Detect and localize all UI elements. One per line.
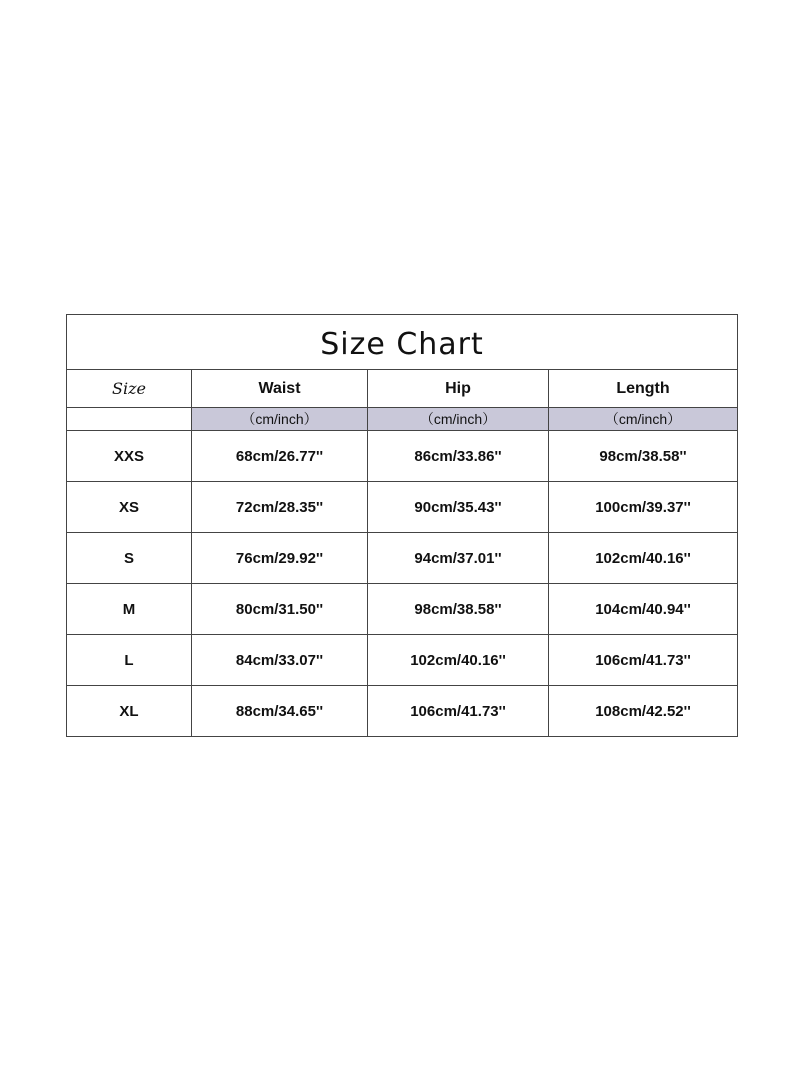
cell-size: S xyxy=(67,533,192,584)
header-size: Size xyxy=(67,370,192,408)
cell-length: 102cm/40.16'' xyxy=(549,533,738,584)
unit-waist: （cm/inch） xyxy=(192,408,368,431)
cell-waist: 80cm/31.50'' xyxy=(192,584,368,635)
cell-length: 98cm/38.58'' xyxy=(549,431,738,482)
cell-waist: 88cm/34.65'' xyxy=(192,686,368,737)
cell-length: 104cm/40.94'' xyxy=(549,584,738,635)
cell-waist: 72cm/28.35'' xyxy=(192,482,368,533)
cell-hip: 98cm/38.58'' xyxy=(368,584,549,635)
header-length: Length xyxy=(549,370,738,408)
cell-length: 106cm/41.73'' xyxy=(549,635,738,686)
table-row xyxy=(67,635,738,686)
unit-empty xyxy=(67,408,192,431)
table-row xyxy=(67,584,738,635)
cell-size: XL xyxy=(67,686,192,737)
cell-length: 100cm/39.37'' xyxy=(549,482,738,533)
header-waist: Waist xyxy=(192,370,368,408)
table-row xyxy=(67,431,738,482)
table-row xyxy=(67,482,738,533)
cell-size: XXS xyxy=(67,431,192,482)
table-row xyxy=(67,533,738,584)
unit-length: （cm/inch） xyxy=(549,408,738,431)
unit-hip: （cm/inch） xyxy=(368,408,549,431)
table-row xyxy=(67,686,738,737)
cell-length: 108cm/42.52'' xyxy=(549,686,738,737)
cell-waist: 84cm/33.07'' xyxy=(192,635,368,686)
cell-hip: 86cm/33.86'' xyxy=(368,431,549,482)
cell-waist: 76cm/29.92'' xyxy=(192,533,368,584)
cell-waist: 68cm/26.77'' xyxy=(192,431,368,482)
cell-size: M xyxy=(67,584,192,635)
header-hip: Hip xyxy=(368,370,549,408)
cell-hip: 102cm/40.16'' xyxy=(368,635,549,686)
chart-title: Size Chart xyxy=(67,315,738,370)
size-chart-table xyxy=(66,314,738,737)
cell-size: XS xyxy=(67,482,192,533)
cell-hip: 106cm/41.73'' xyxy=(368,686,549,737)
cell-hip: 94cm/37.01'' xyxy=(368,533,549,584)
cell-hip: 90cm/35.43'' xyxy=(368,482,549,533)
cell-size: L xyxy=(67,635,192,686)
